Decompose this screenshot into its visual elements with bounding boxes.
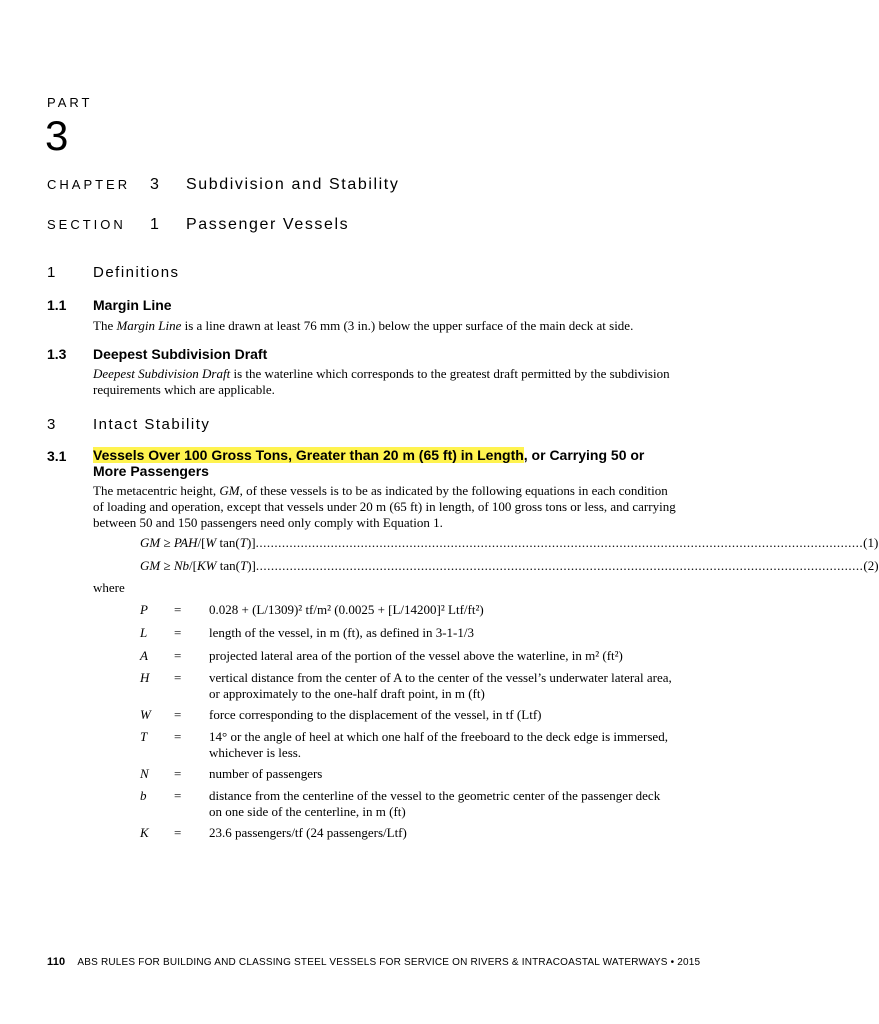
- variable-symbol: P: [140, 602, 148, 617]
- title-rest: , or Carrying 50 or More Passengers: [93, 447, 645, 479]
- variable-definition: projected lateral area of the portion of the vessel above the waterline, in m² (ft²): [209, 648, 623, 663]
- part-number: 3: [45, 112, 69, 159]
- highlighted-text: Vessels Over 100 Gross Tons, Greater than 20 m (65 ft) in Length: [93, 447, 524, 463]
- variable-definition: 0.028 + (L/1309)² tf/m² (0.0025 + [L/14200]² Ltf/ft²): [209, 602, 484, 617]
- variable-symbol: K: [140, 825, 149, 840]
- footer-text: ABS RULES FOR BUILDING AND CLASSING STEEL VESSELS FOR SERVICE ON RIVERS & INTRACOASTAL WATERWAYS • 2015: [77, 957, 701, 968]
- metacentric-paragraph: [93, 483, 676, 530]
- equation-2: [140, 558, 879, 574]
- variable-symbol: H: [140, 670, 150, 685]
- equals-sign: =: [174, 648, 182, 663]
- chapter-number: 3: [150, 176, 161, 193]
- equals-sign: =: [174, 602, 182, 617]
- equals-sign: =: [174, 625, 182, 640]
- chapter-title: Subdivision and Stability: [186, 176, 400, 193]
- variable-symbol: b: [140, 788, 147, 803]
- part-label: PART: [47, 95, 93, 110]
- equation-1: [140, 535, 879, 551]
- variable-definition: number of passengers: [209, 766, 323, 781]
- equation-number: (2): [863, 558, 879, 573]
- where-label: where: [93, 580, 125, 595]
- page-number: 110: [47, 956, 66, 968]
- subsection-number: 1.1: [47, 297, 67, 313]
- leader-dots: ..................................................................................................................................................................: [255, 558, 864, 573]
- heading-definitions: [47, 264, 180, 281]
- variable-symbol: T: [140, 729, 148, 744]
- text-run: The: [93, 318, 117, 333]
- variable-symbol: N: [140, 766, 149, 781]
- subsection-title: [93, 447, 673, 479]
- heading-title: Intact Stability: [93, 416, 211, 433]
- section-number: 1: [150, 216, 161, 233]
- variable-definition: force corresponding to the displacement of the vessel, in tf (Ltf): [209, 707, 542, 722]
- equation-expression: GM ≥ PAH/[W tan(T)]: [140, 535, 256, 550]
- chapter-keyword: CHAPTER: [47, 177, 131, 192]
- variable-definition: 14° or the angle of heel at which one half of the freeboard to the deck edge is immersed, whichever is less.: [209, 729, 668, 760]
- variable-definition: vertical distance from the center of A to the center of the vessel’s underwater lateral area, or approximately to the one-half draft point, in m (ft): [209, 670, 672, 701]
- chapter-heading: [47, 176, 399, 194]
- equals-sign: =: [174, 729, 182, 744]
- variable-definition: 23.6 passengers/tf (24 passengers/Ltf): [209, 825, 407, 840]
- text-run: The metacentric height,: [93, 483, 220, 498]
- heading-number: 3: [47, 416, 56, 433]
- variable-symbol: A: [140, 648, 148, 663]
- defined-term: Deepest Subdivision Draft: [93, 366, 231, 381]
- subsection-number: 3.1: [47, 448, 67, 464]
- text-run: is a line drawn at least 76 mm (3 in.) below the upper surface of the main deck at side.: [181, 318, 634, 333]
- equals-sign: =: [174, 670, 182, 685]
- heading-title: Definitions: [93, 264, 180, 281]
- variable-definition: length of the vessel, in m (ft), as defined in 3-1-1/3: [209, 625, 474, 640]
- heading-number: 1: [47, 264, 56, 281]
- margin-line-paragraph: [93, 318, 676, 334]
- variable-definition: distance from the centerline of the vessel to the geometric center of the passenger deck on one side of the centerline, in m (ft): [209, 788, 661, 819]
- variable-symbol: W: [140, 707, 151, 722]
- section-heading: [47, 216, 349, 234]
- variable-symbol: L: [140, 625, 148, 640]
- subsection-title: Deepest Subdivision Draft: [93, 346, 268, 362]
- equals-sign: =: [174, 766, 182, 781]
- text-run: is the waterline which corresponds to the greatest draft permitted by the subdivision requirements which are applicable.: [93, 366, 670, 397]
- equals-sign: =: [174, 707, 182, 722]
- equation-number: (1): [863, 535, 879, 550]
- defined-term: Margin Line: [116, 318, 182, 333]
- equation-expression: GM ≥ Nb/[KW tan(T)]: [140, 558, 256, 573]
- equals-sign: =: [174, 788, 182, 803]
- section-title: Passenger Vessels: [186, 216, 350, 233]
- leader-dots: ..................................................................................................................................................................: [255, 535, 864, 550]
- subsection-number: 1.3: [47, 346, 67, 362]
- section-keyword: SECTION: [47, 217, 126, 232]
- draft-paragraph: [93, 366, 676, 398]
- math-term: GM: [219, 483, 240, 498]
- equals-sign: =: [174, 825, 182, 840]
- subsection-title: Margin Line: [93, 297, 172, 313]
- heading-intact-stability: [47, 416, 210, 433]
- text-run: , of these vessels is to be as indicated by the following equations in each condition of loading and operation, except that vessels under 20 m (65 ft) in length, of 100 gross tons or less, and carrying between 50 and 150 passengers need only comply with Equation 1.: [93, 483, 676, 530]
- page-footer: [47, 956, 700, 968]
